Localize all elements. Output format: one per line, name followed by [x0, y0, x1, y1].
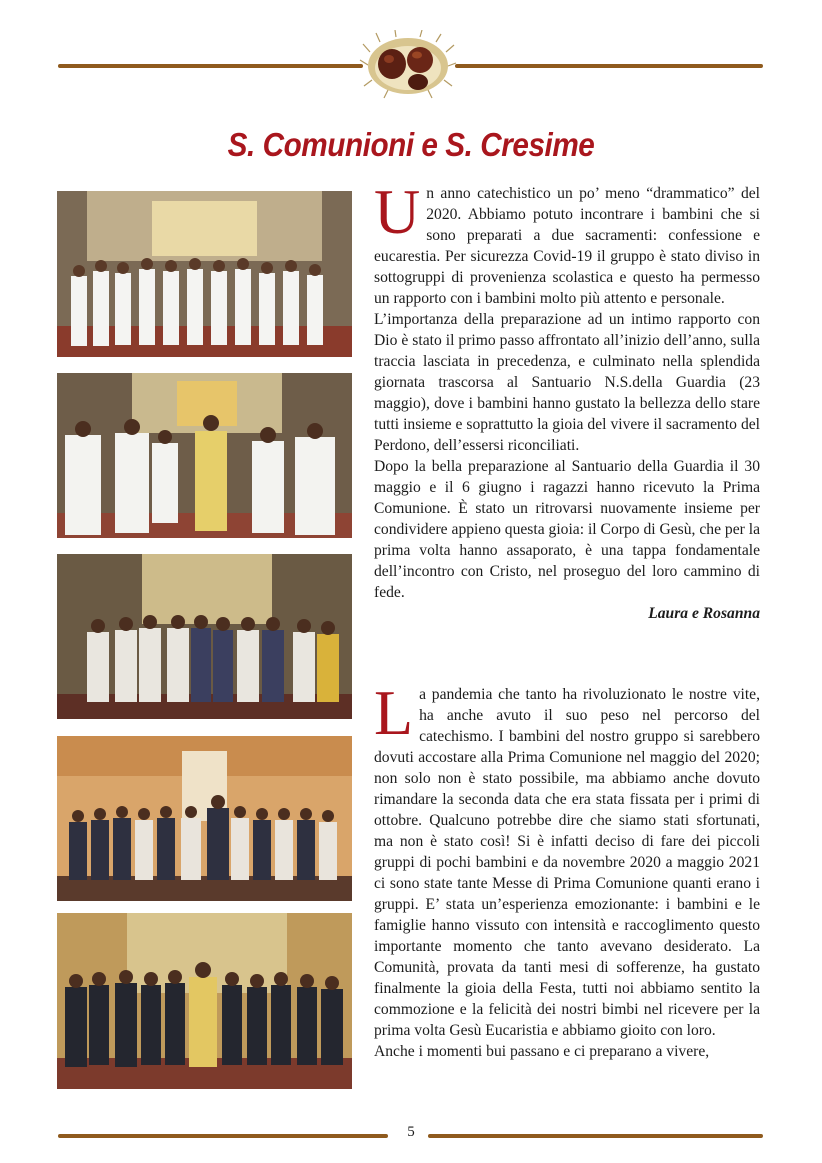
header-rule-left	[58, 64, 363, 68]
header-rule-right	[455, 64, 763, 68]
group-photo-5	[57, 913, 352, 1089]
article-1-paragraph-2: L’importanza della preparazione ad un intimo rapporto con Dio è stato il primo passo affrontato all’inizio dell’anno, sulla traccia lasciata in precedenza, e culminato nella splendida giornata trascorsa al Santuario N.S.della Guardia (23 maggio), dove i bambini hanno gustato la bellezza dello stare tutti insieme e soprattutto la gioia del vivere il sacramento del Perdono, dell’essersi riconciliati.	[374, 311, 760, 454]
article-1-paragraph-1: n anno catechistico un po’ meno “drammatico” del 2020. Abbiamo potuto incontrare i bambini che si sono preparati a due sacramenti: confessione e eucarestia. Per sicurezza Covid-19 il gruppo è stato diviso in sottogruppi di provenienza scolastica e questo ha permesso un rapporto con i bambini molto più attento e personale.	[374, 185, 760, 307]
group-photo-2	[57, 373, 352, 538]
article-2-paragraph-1: a pandemia che tanto ha rivoluzionato le nostre vite, ha anche avuto il suo peso nel percorso del catechismo. I bambini del nostro gruppo si sarebbero dovuti accostare alla Prima Comunione nel maggio del 2020; non solo non è stato possibile, ma abbiamo anche dovuto rimandare la seconda data che era stata fissata per i primi di ottobre. Qualcuno potrebbe dire che siamo stati sfortunati, ma non è stato così! Si è infatti deciso di fare dei piccoli gruppi di pochi bambini e da novembre 2020 a maggio 2021 ci sono state tante Messe di Prima Comunione quanti erano i gruppi. E’ stata un’esperienza emozionante: i bambini e le famiglie hanno vissuto con intensità e raccoglimento questo importante momento che tanto avevano desiderato. La Comunità, provata da tanti mesi di sofferenze, ha gustato finalmente la gioia della Festa, tutti noi abbiamo sentito la commozione e la felicità dei nostri bimbi nel ricevere per la prima volta Gesù Eucaristia e abbiamo gioito con loro.	[374, 686, 760, 1039]
group-photo-1	[57, 191, 352, 357]
page-title: S. Comunioni e S. Cresime	[227, 126, 595, 163]
article-1	[374, 176, 760, 624]
page-number: 5	[407, 1124, 415, 1140]
group-photo-3	[57, 554, 352, 719]
group-photo-4	[57, 736, 352, 901]
article-2	[374, 677, 760, 1062]
footer-rule-right	[428, 1134, 763, 1138]
dropcap-u: U	[374, 176, 421, 247]
dropcap-l: L	[374, 677, 414, 748]
article-2-paragraph-2: Anche i momenti bui passano e ci preparano a vivere,	[374, 1043, 710, 1060]
article-1-paragraph-3: Dopo la bella preparazione al Santuario della Guardia il 30 maggio e il 6 giugno i ragazzi hanno ricevuto la Prima Comunione. È stato un ritrovarsi nuovamente insieme per condividere appieno questa gioia: il Corpo di Gesù, che per la prima volta hanno assaporato, è una tappa fondamentale dell’incontro con Cristo, nel proseguo del loro cammino di fede.	[374, 458, 760, 601]
footer-rule-left	[58, 1134, 388, 1138]
chestnut-icon	[358, 30, 458, 100]
article-1-signature: Laura e Rosanna	[648, 605, 760, 622]
